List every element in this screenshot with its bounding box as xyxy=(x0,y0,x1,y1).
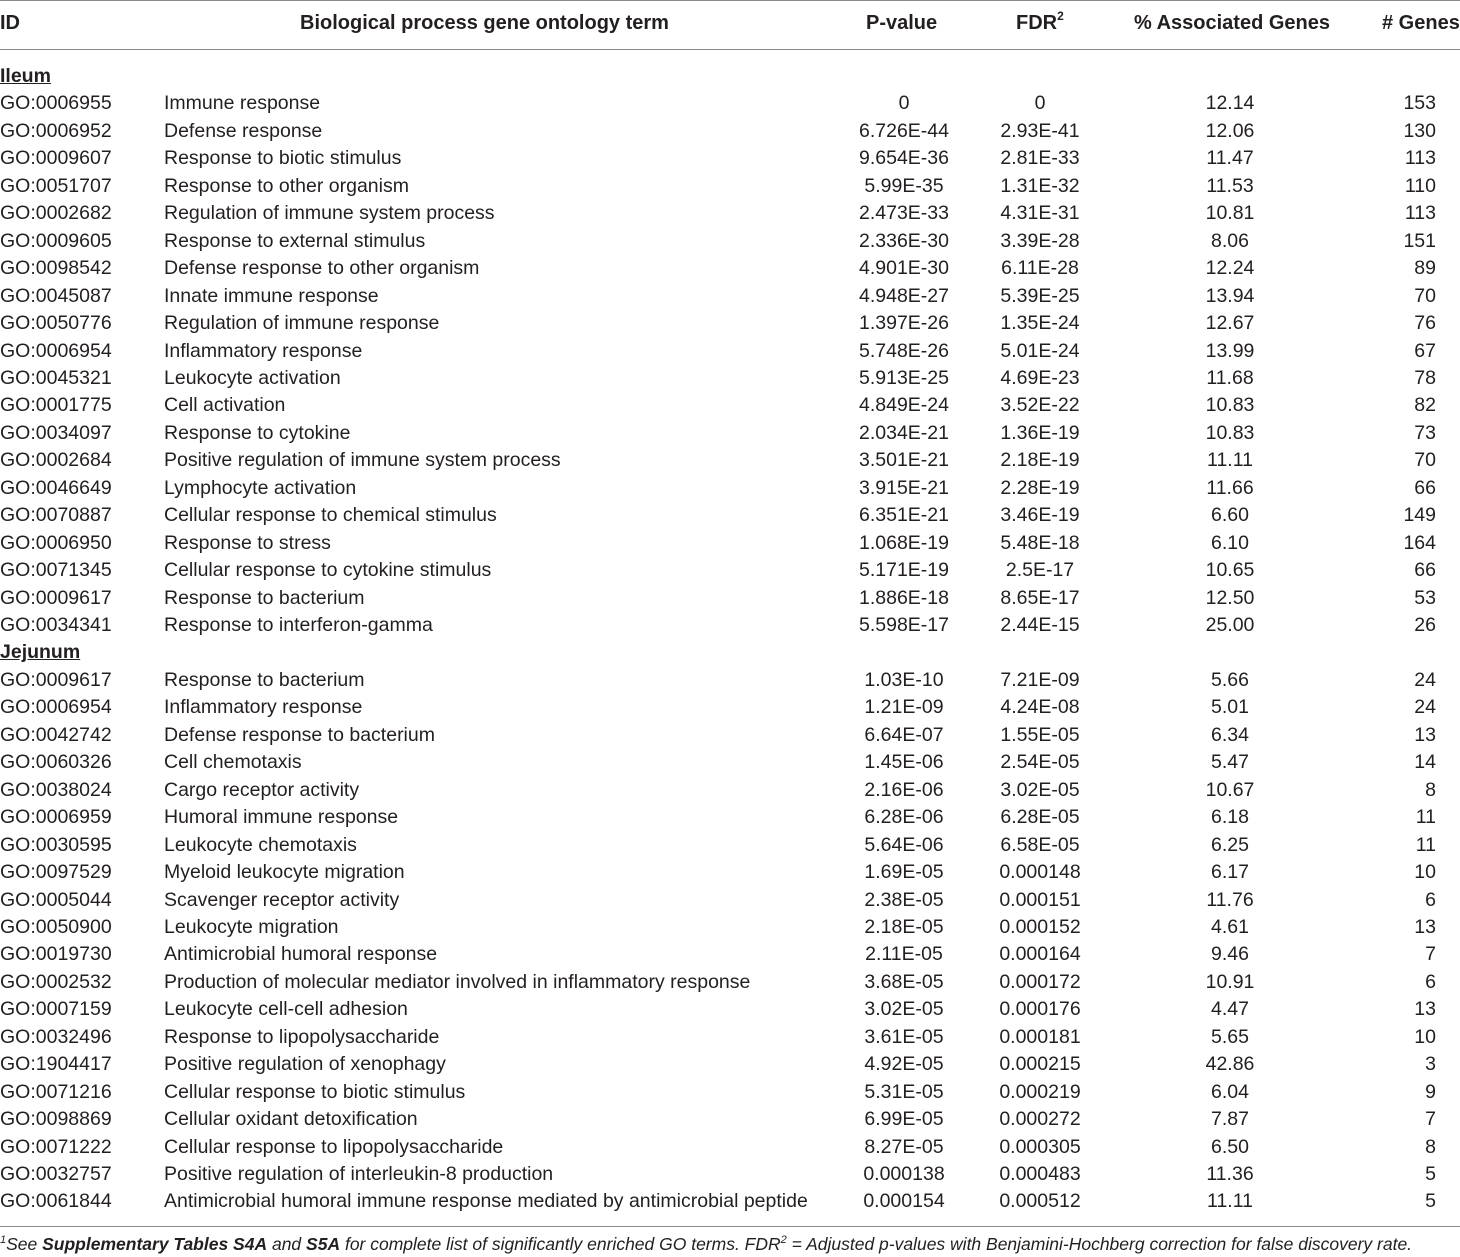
gene-count: 7 xyxy=(1425,943,1436,966)
associated-genes-percent: 6.34 xyxy=(1211,723,1249,746)
go-id: GO:0071216 xyxy=(0,1080,112,1103)
go-id: GO:0032757 xyxy=(0,1163,112,1185)
go-id: GO:0050776 xyxy=(0,312,112,335)
go-term: Innate immune response xyxy=(164,284,379,307)
table-row xyxy=(0,722,1460,749)
header-term: Biological process gene ontology term xyxy=(300,12,669,34)
associated-genes-percent: 10.83 xyxy=(1205,394,1255,417)
table-row xyxy=(0,585,1460,612)
fdr-value: 5.48E-18 xyxy=(1000,531,1080,554)
gene-count: 26 xyxy=(1414,614,1436,636)
associated-genes-percent: 4.61 xyxy=(1211,915,1249,938)
fdr-value: 2.28E-19 xyxy=(1000,476,1080,499)
fdr-value: 2.54E-05 xyxy=(1000,751,1080,774)
associated-genes-percent: 6.25 xyxy=(1211,833,1249,856)
header-associated-genes: % Associated Genes xyxy=(1134,12,1331,34)
go-term: Defense response to other organism xyxy=(164,257,480,280)
associated-genes-percent: 11.47 xyxy=(1206,147,1254,170)
header-bottom-rule xyxy=(0,49,1460,50)
table-row xyxy=(0,228,1460,255)
go-term: Cell chemotaxis xyxy=(164,751,302,774)
table-row xyxy=(0,1051,1460,1078)
table-row xyxy=(0,667,1460,694)
fdr-value: 0.000219 xyxy=(999,1080,1081,1103)
gene-count: 14 xyxy=(1414,751,1436,774)
p-value: 1.886E-18 xyxy=(859,586,949,609)
header-gene-count: # Genes xyxy=(1382,12,1460,34)
go-term: Inflammatory response xyxy=(164,339,363,362)
table-row xyxy=(0,969,1460,996)
gene-count: 149 xyxy=(1403,504,1436,527)
p-value: 1.068E-19 xyxy=(859,531,949,554)
fdr-value: 0.000164 xyxy=(999,943,1081,966)
p-value: 5.64E-06 xyxy=(864,833,944,856)
fdr-value: 6.28E-05 xyxy=(1000,806,1080,829)
fdr-value: 2.44E-15 xyxy=(1000,614,1080,636)
gene-count: 24 xyxy=(1414,696,1436,719)
table-row xyxy=(0,1024,1460,1051)
associated-genes-percent: 10.91 xyxy=(1205,970,1255,993)
fdr-value: 0 xyxy=(1034,92,1046,115)
p-value: 3.501E-21 xyxy=(859,449,949,472)
table-top-rule xyxy=(0,0,1460,1)
gene-count: 113 xyxy=(1404,147,1436,170)
go-id: GO:0061844 xyxy=(0,1190,112,1213)
table-row xyxy=(0,255,1460,282)
fdr-value: 0.000151 xyxy=(999,888,1081,911)
associated-genes-percent: 13.99 xyxy=(1205,339,1255,362)
p-value: 1.69E-05 xyxy=(864,861,944,884)
associated-genes-percent: 11.36 xyxy=(1206,1163,1254,1185)
table-row xyxy=(0,392,1460,419)
go-id: GO:0002684 xyxy=(0,449,112,472)
gene-count: 67 xyxy=(1414,339,1436,362)
go-term: Positive regulation of interleukin-8 production xyxy=(164,1163,554,1185)
fdr-value: 1.36E-19 xyxy=(1000,421,1080,444)
fdr-value: 2.93E-41 xyxy=(1000,119,1080,142)
go-term: Positive regulation of xenophagy xyxy=(164,1053,446,1076)
associated-genes-percent: 6.50 xyxy=(1211,1135,1249,1158)
table-row xyxy=(0,447,1460,474)
table-row xyxy=(0,420,1460,447)
section-heading: Jejunum xyxy=(0,641,81,664)
table-row xyxy=(0,1106,1460,1133)
go-id: GO:0097529 xyxy=(0,861,112,884)
go-term: Inflammatory response xyxy=(164,696,363,719)
p-value: 4.901E-30 xyxy=(859,257,949,280)
table-row xyxy=(0,502,1460,529)
associated-genes-percent: 12.14 xyxy=(1205,92,1255,115)
fdr-value: 0.000483 xyxy=(999,1163,1081,1185)
go-term: Response to external stimulus xyxy=(164,229,426,252)
table-row xyxy=(0,887,1460,914)
p-value: 2.16E-06 xyxy=(864,778,944,801)
gene-count: 66 xyxy=(1414,559,1436,582)
p-value: 0.000138 xyxy=(863,1163,945,1185)
associated-genes-percent: 10.83 xyxy=(1205,421,1255,444)
go-id: GO:0030595 xyxy=(0,833,112,856)
go-id: GO:0051707 xyxy=(0,174,112,197)
associated-genes-percent: 4.47 xyxy=(1211,998,1249,1021)
gene-count: 11 xyxy=(1415,806,1436,829)
p-value: 5.913E-25 xyxy=(859,366,949,389)
header-fdr: FDR$^2$ xyxy=(1016,9,1064,34)
go-term: Cell activation xyxy=(164,394,286,417)
associated-genes-percent: 5.47 xyxy=(1211,751,1249,774)
go-id: GO:0007159 xyxy=(0,998,112,1021)
fdr-value: 0.000172 xyxy=(999,970,1081,993)
associated-genes-percent: 10.67 xyxy=(1205,778,1255,801)
gene-count: 13 xyxy=(1414,915,1436,938)
go-id: GO:0042742 xyxy=(0,723,112,746)
associated-genes-percent: 12.24 xyxy=(1205,257,1255,280)
gene-count: 5 xyxy=(1425,1190,1436,1213)
go-term: Lymphocyte activation xyxy=(164,476,357,499)
fdr-value: 0.000272 xyxy=(999,1108,1081,1131)
gene-count: 7 xyxy=(1425,1108,1436,1131)
fdr-value: 3.46E-19 xyxy=(1000,504,1080,527)
p-value: 2.11E-05 xyxy=(865,943,943,966)
gene-count: 89 xyxy=(1414,257,1436,280)
table-row xyxy=(0,1134,1460,1161)
p-value: 9.654E-36 xyxy=(859,147,949,170)
fdr-value: 2.18E-19 xyxy=(1000,449,1080,472)
go-id: GO:0009607 xyxy=(0,147,112,170)
fdr-value: 0.000512 xyxy=(999,1190,1081,1213)
table-row xyxy=(0,90,1460,117)
go-id: GO:0006955 xyxy=(0,92,112,115)
fdr-value: 5.39E-25 xyxy=(1000,284,1080,307)
gene-count: 3 xyxy=(1425,1053,1436,1076)
associated-genes-percent: 5.66 xyxy=(1211,668,1249,691)
go-term: Defense response xyxy=(164,119,323,142)
go-id: GO:0045087 xyxy=(0,284,112,307)
table-row xyxy=(0,200,1460,227)
gene-count: 66 xyxy=(1414,476,1436,499)
go-id: GO:0060326 xyxy=(0,751,112,774)
p-value: 3.915E-21 xyxy=(859,476,949,499)
table-row xyxy=(0,118,1460,145)
table-row xyxy=(0,145,1460,172)
go-id: GO:0038024 xyxy=(0,778,112,801)
table-row xyxy=(0,996,1460,1023)
go-id: GO:0006950 xyxy=(0,531,112,554)
fdr-value: 3.39E-28 xyxy=(1000,229,1080,252)
go-id: GO:0070887 xyxy=(0,504,112,527)
go-term: Cellular response to lipopolysaccharide xyxy=(164,1135,504,1158)
header-pvalue: P-value xyxy=(866,12,938,34)
table-row xyxy=(0,173,1460,200)
p-value: 1.45E-06 xyxy=(864,751,944,774)
associated-genes-percent: 12.06 xyxy=(1205,119,1255,142)
table-row xyxy=(0,832,1460,859)
go-id: GO:0009617 xyxy=(0,668,112,691)
table-row xyxy=(0,283,1460,310)
gene-count: 9 xyxy=(1425,1080,1436,1103)
gene-count: 6 xyxy=(1425,970,1436,993)
go-id: GO:0006954 xyxy=(0,696,112,719)
go-id: GO:0001775 xyxy=(0,394,112,417)
go-term: Leukocyte migration xyxy=(164,915,339,938)
table-row xyxy=(0,941,1460,968)
p-value: 5.598E-17 xyxy=(859,614,949,636)
table-row xyxy=(0,612,1460,639)
associated-genes-percent: 6.17 xyxy=(1211,861,1249,884)
gene-count: 113 xyxy=(1404,202,1436,225)
associated-genes-percent: 11.11 xyxy=(1207,449,1253,472)
go-id: GO:0098869 xyxy=(0,1108,112,1131)
fdr-value: 3.52E-22 xyxy=(1000,394,1080,417)
fdr-value: 8.65E-17 xyxy=(1000,586,1080,609)
p-value: 5.99E-35 xyxy=(864,174,944,197)
associated-genes-percent: 11.68 xyxy=(1206,366,1254,389)
fdr-value: 1.55E-05 xyxy=(1000,723,1080,746)
table-row xyxy=(0,530,1460,557)
go-term: Response to cytokine xyxy=(164,421,351,444)
gene-count: 82 xyxy=(1414,394,1436,417)
go-term: Response to other organism xyxy=(164,174,409,197)
go-term: Humoral immune response xyxy=(164,806,399,829)
go-term: Production of molecular mediator involved in inflammatory response xyxy=(164,970,751,993)
gene-count: 6 xyxy=(1425,888,1436,911)
p-value: 5.748E-26 xyxy=(859,339,949,362)
go-term: Response to stress xyxy=(164,531,331,554)
associated-genes-percent: 42.86 xyxy=(1205,1053,1255,1076)
gene-count: 8 xyxy=(1425,778,1436,801)
fdr-value: 4.69E-23 xyxy=(1000,366,1080,389)
p-value: 2.18E-05 xyxy=(864,915,944,938)
go-term: Myeloid leukocyte migration xyxy=(164,861,405,884)
p-value: 1.21E-09 xyxy=(864,696,944,719)
go-term: Regulation of immune system process xyxy=(164,202,495,225)
associated-genes-percent: 12.50 xyxy=(1205,586,1255,609)
table-row xyxy=(0,1079,1460,1106)
gene-count: 70 xyxy=(1414,284,1436,307)
associated-genes-percent: 9.46 xyxy=(1211,943,1249,966)
associated-genes-percent: 11.66 xyxy=(1206,476,1254,499)
go-id: GO:0019730 xyxy=(0,943,112,966)
go-id: GO:0009605 xyxy=(0,229,112,252)
table-bottom-rule xyxy=(0,1226,1460,1227)
go-term: Antimicrobial humoral response xyxy=(164,943,438,966)
go-term: Response to bacterium xyxy=(164,586,365,609)
go-id: GO:0045321 xyxy=(0,366,112,389)
associated-genes-percent: 6.60 xyxy=(1211,504,1249,527)
table-row xyxy=(0,338,1460,365)
fdr-value: 6.58E-05 xyxy=(1000,833,1080,856)
fdr-value: 7.21E-09 xyxy=(1000,668,1080,691)
go-id: GO:0009617 xyxy=(0,586,112,609)
p-value: 8.27E-05 xyxy=(864,1135,944,1158)
gene-count: 76 xyxy=(1414,312,1436,335)
table-row xyxy=(0,1188,1460,1215)
gene-count: 13 xyxy=(1414,723,1436,746)
go-term: Regulation of immune response xyxy=(164,312,440,335)
gene-count: 78 xyxy=(1414,366,1436,389)
fdr-value: 1.31E-32 xyxy=(1000,174,1080,197)
go-id: GO:0034097 xyxy=(0,421,112,444)
table-row xyxy=(0,475,1460,502)
associated-genes-percent: 6.18 xyxy=(1211,806,1249,829)
go-term: Cellular response to chemical stimulus xyxy=(164,504,497,527)
associated-genes-percent: 13.94 xyxy=(1205,284,1255,307)
p-value: 3.68E-05 xyxy=(864,970,944,993)
go-id: GO:0005044 xyxy=(0,888,112,911)
p-value: 4.92E-05 xyxy=(864,1053,944,1076)
go-term: Response to lipopolysaccharide xyxy=(164,1025,440,1048)
table-row xyxy=(0,557,1460,584)
associated-genes-percent: 11.53 xyxy=(1206,174,1254,197)
go-term: Positive regulation of immune system process xyxy=(164,449,561,472)
go-id: GO:0006959 xyxy=(0,806,112,829)
p-value: 4.948E-27 xyxy=(859,284,949,307)
fdr-value: 3.02E-05 xyxy=(1000,778,1080,801)
go-id: GO:0006952 xyxy=(0,119,112,142)
fdr-value: 0.000152 xyxy=(999,915,1081,938)
fdr-value: 1.35E-24 xyxy=(1000,312,1080,335)
go-term: Antimicrobial humoral immune response mediated by antimicrobial peptide xyxy=(164,1190,808,1213)
go-term: Leukocyte cell-cell adhesion xyxy=(164,998,408,1021)
gene-count: 10 xyxy=(1414,861,1436,884)
table-row xyxy=(0,365,1460,392)
gene-count: 10 xyxy=(1414,1025,1436,1048)
associated-genes-percent: 6.04 xyxy=(1211,1080,1249,1103)
gene-count: 70 xyxy=(1414,449,1436,472)
table-footnote: $^1$See Supplementary Tables S4A and S5A for complete list of significantly enriched GO terms. $FDR^2$ = Adjusted p-values with Benjamini-Hochberg correction for false discovery rate. xyxy=(0,1234,1413,1254)
go-id: GO:0002682 xyxy=(0,202,112,225)
associated-genes-percent: 11.76 xyxy=(1206,888,1254,911)
table-row xyxy=(0,1161,1460,1188)
p-value: 0.000154 xyxy=(863,1190,945,1213)
go-term: Leukocyte activation xyxy=(164,366,341,389)
gene-count: 151 xyxy=(1403,229,1436,252)
go-id: GO:0046649 xyxy=(0,476,112,499)
go-term: Response to interferon-gamma xyxy=(164,614,433,636)
p-value: 2.38E-05 xyxy=(864,888,944,911)
associated-genes-percent: 5.01 xyxy=(1211,696,1249,719)
fdr-value: 0.000181 xyxy=(999,1025,1081,1048)
associated-genes-percent: 11.11 xyxy=(1207,1190,1253,1213)
p-value: 4.849E-24 xyxy=(859,394,949,417)
go-term: Immune response xyxy=(164,92,321,115)
associated-genes-percent: 7.87 xyxy=(1211,1108,1249,1131)
go-id: GO:0098542 xyxy=(0,257,112,280)
table-row xyxy=(0,859,1460,886)
fdr-value: 0.000305 xyxy=(999,1135,1081,1158)
go-id: GO:0071222 xyxy=(0,1135,112,1158)
gene-count: 130 xyxy=(1403,119,1436,142)
table-row xyxy=(0,310,1460,337)
go-term: Scavenger receptor activity xyxy=(164,888,400,911)
associated-genes-percent: 6.10 xyxy=(1211,531,1249,554)
gene-count: 164 xyxy=(1403,531,1436,554)
go-term: Cellular response to biotic stimulus xyxy=(164,1080,466,1103)
gene-count: 53 xyxy=(1414,586,1436,609)
fdr-value: 2.5E-17 xyxy=(1005,559,1075,582)
p-value: 3.61E-05 xyxy=(864,1025,944,1048)
go-term: Leukocyte chemotaxis xyxy=(164,833,357,856)
p-value: 2.034E-21 xyxy=(859,421,949,444)
p-value: 6.351E-21 xyxy=(859,504,949,527)
go-term: Cargo receptor activity xyxy=(164,778,360,801)
go-id: GO:0032496 xyxy=(0,1025,112,1048)
associated-genes-percent: 5.65 xyxy=(1211,1025,1249,1048)
go-id: GO:0002532 xyxy=(0,970,112,993)
associated-genes-percent: 8.06 xyxy=(1211,229,1249,252)
section-heading: Ileum xyxy=(0,65,51,87)
p-value: 0 xyxy=(898,92,910,115)
p-value: 2.473E-33 xyxy=(859,202,949,225)
p-value: 2.336E-30 xyxy=(859,229,949,252)
fdr-value: 4.31E-31 xyxy=(1000,202,1080,225)
p-value: 6.726E-44 xyxy=(859,119,949,142)
fdr-value: 6.11E-28 xyxy=(1001,257,1079,280)
p-value: 5.171E-19 xyxy=(859,559,949,582)
table-row xyxy=(0,694,1460,721)
fdr-value: 0.000148 xyxy=(999,861,1081,884)
gene-count: 24 xyxy=(1414,668,1436,691)
gene-count: 110 xyxy=(1404,174,1436,197)
p-value: 1.397E-26 xyxy=(859,312,949,335)
p-value: 1.03E-10 xyxy=(864,668,944,691)
table-row xyxy=(0,804,1460,831)
fdr-value: 4.24E-08 xyxy=(1000,696,1080,719)
go-id: GO:0071345 xyxy=(0,559,112,582)
p-value: 3.02E-05 xyxy=(864,998,944,1021)
go-term: Defense response to bacterium xyxy=(164,723,435,746)
go-term: Response to bacterium xyxy=(164,668,365,691)
gene-count: 5 xyxy=(1425,1163,1436,1185)
gene-count: 73 xyxy=(1414,421,1436,444)
go-term: Response to biotic stimulus xyxy=(164,147,402,170)
go-id: GO:0034341 xyxy=(0,614,112,636)
associated-genes-percent: 10.65 xyxy=(1205,559,1255,582)
fdr-value: 5.01E-24 xyxy=(1000,339,1080,362)
gene-count: 13 xyxy=(1414,998,1436,1021)
fdr-value: 0.000176 xyxy=(999,998,1081,1021)
p-value: 6.28E-06 xyxy=(864,806,944,829)
gene-count: 8 xyxy=(1425,1135,1436,1158)
associated-genes-percent: 12.67 xyxy=(1205,312,1255,335)
associated-genes-percent: 10.81 xyxy=(1205,202,1255,225)
table-row xyxy=(0,914,1460,941)
table-row xyxy=(0,749,1460,776)
associated-genes-percent: 25.00 xyxy=(1205,614,1255,636)
go-id: GO:0050900 xyxy=(0,915,112,938)
header-id: ID xyxy=(0,12,20,34)
p-value: 5.31E-05 xyxy=(864,1080,944,1103)
fdr-value: 2.81E-33 xyxy=(1000,147,1080,170)
table-row xyxy=(0,777,1460,804)
go-id: GO:1904417 xyxy=(0,1053,112,1076)
go-id: GO:0006954 xyxy=(0,339,112,362)
gene-count: 153 xyxy=(1403,92,1436,115)
go-term: Cellular response to cytokine stimulus xyxy=(164,559,492,582)
fdr-value: 0.000215 xyxy=(999,1053,1081,1076)
gene-count: 11 xyxy=(1415,833,1436,856)
p-value: 6.64E-07 xyxy=(864,723,944,746)
p-value: 6.99E-05 xyxy=(864,1108,944,1131)
go-term: Cellular oxidant detoxification xyxy=(164,1108,418,1131)
